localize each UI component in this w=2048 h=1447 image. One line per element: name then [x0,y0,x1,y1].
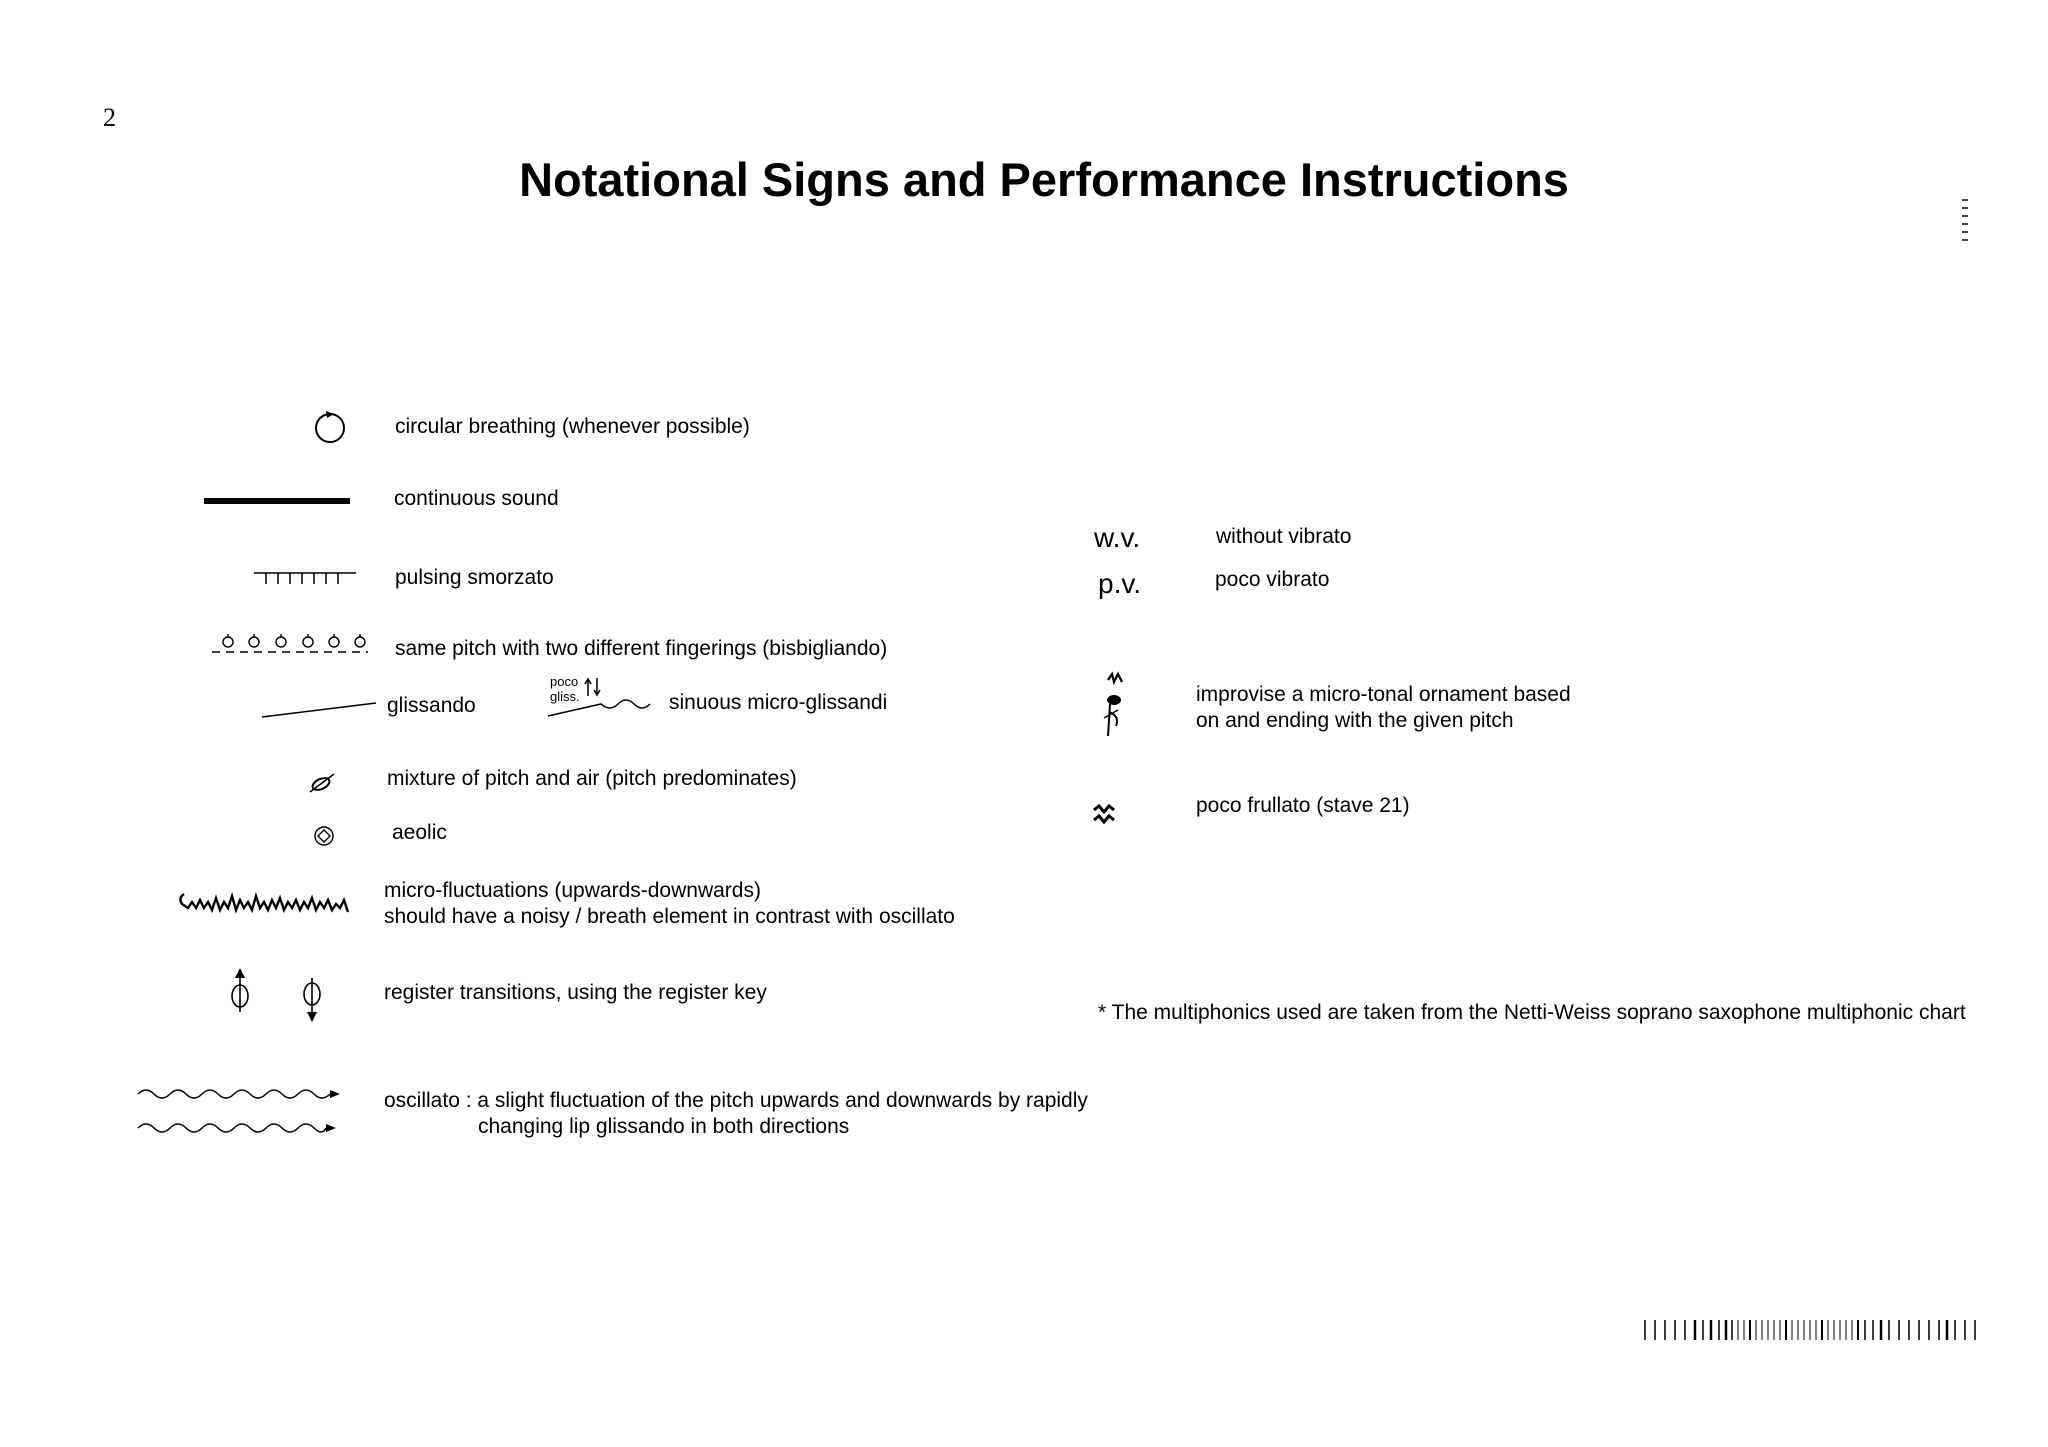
noisy-wave-icon [176,884,352,918]
register-arrow-down-icon [298,976,328,1024]
grace-note-icon [1100,672,1130,740]
register-arrow-up-icon [226,966,256,1014]
diamond-in-circle-icon [312,824,336,848]
thick-line-icon [204,496,354,508]
pv-abbreviation: p.v. [1098,568,1142,599]
glissando-line-icon [260,700,380,720]
poco-text: poco [550,674,579,689]
barcode-icon [1643,1318,1979,1342]
tick-marks-icon [1960,198,1972,248]
continuous-sound-label: continuous sound [394,487,559,510]
page-number: 2 [103,103,116,132]
wv-abbreviation: w.v. [1094,522,1141,553]
micro-fluctuations-label [384,878,955,930]
pulsing-smorzato-label: pulsing smorzato [395,566,554,589]
page-title: Notational Signs and Performance Instructions [519,153,1569,206]
glissando-label: glissando [387,694,476,717]
oscillato-line-1: oscillato : a slight fluctuation of the pitch upwards and downwards by rapidly [384,1089,1088,1112]
mixture-label: mixture of pitch and air (pitch predominates) [387,767,797,790]
improvise-line-2: on and ending with the given pitch [1196,709,1514,732]
pv-label: poco vibrato [1215,568,1330,591]
bisbigliando-circles-icon [210,632,370,656]
bisbigliando-label: same pitch with two different fingerings (bisbigliando) [395,637,888,660]
crossed-notehead-icon [306,770,338,796]
sinuous-label: sinuous micro-glissandi [669,691,888,714]
aeolic-label: aeolic [392,821,447,844]
wv-label: without vibrato [1216,525,1352,548]
smorzato-ticks-icon [254,570,358,586]
oscillato-line-2: changing lip glissando in both directions [478,1115,850,1138]
oscillato-waves-icon [136,1082,342,1138]
frullato-icon [1092,804,1118,826]
gliss-text: gliss. [550,689,580,704]
micro-fluct-line-1: micro-fluctuations (upwards-downwards) [384,879,761,902]
frullato-label: poco frullato (stave 21) [1196,794,1410,817]
improvise-label [1196,682,1571,734]
footnote: * The multiphonics used are taken from the Netti-Weiss soprano saxophone multiphonic chart [1098,1001,1966,1024]
improvise-line-1: improvise a micro-tonal ornament based [1196,683,1571,706]
circular-breathing-label: circular breathing (whenever possible) [395,415,750,438]
circular-arrow-icon [312,408,348,444]
register-label: register transitions, using the register key [384,981,767,1004]
poco-gliss-wave-icon [546,674,658,720]
micro-fluct-line-2: should have a noisy / breath element in contrast with oscillato [384,905,955,928]
